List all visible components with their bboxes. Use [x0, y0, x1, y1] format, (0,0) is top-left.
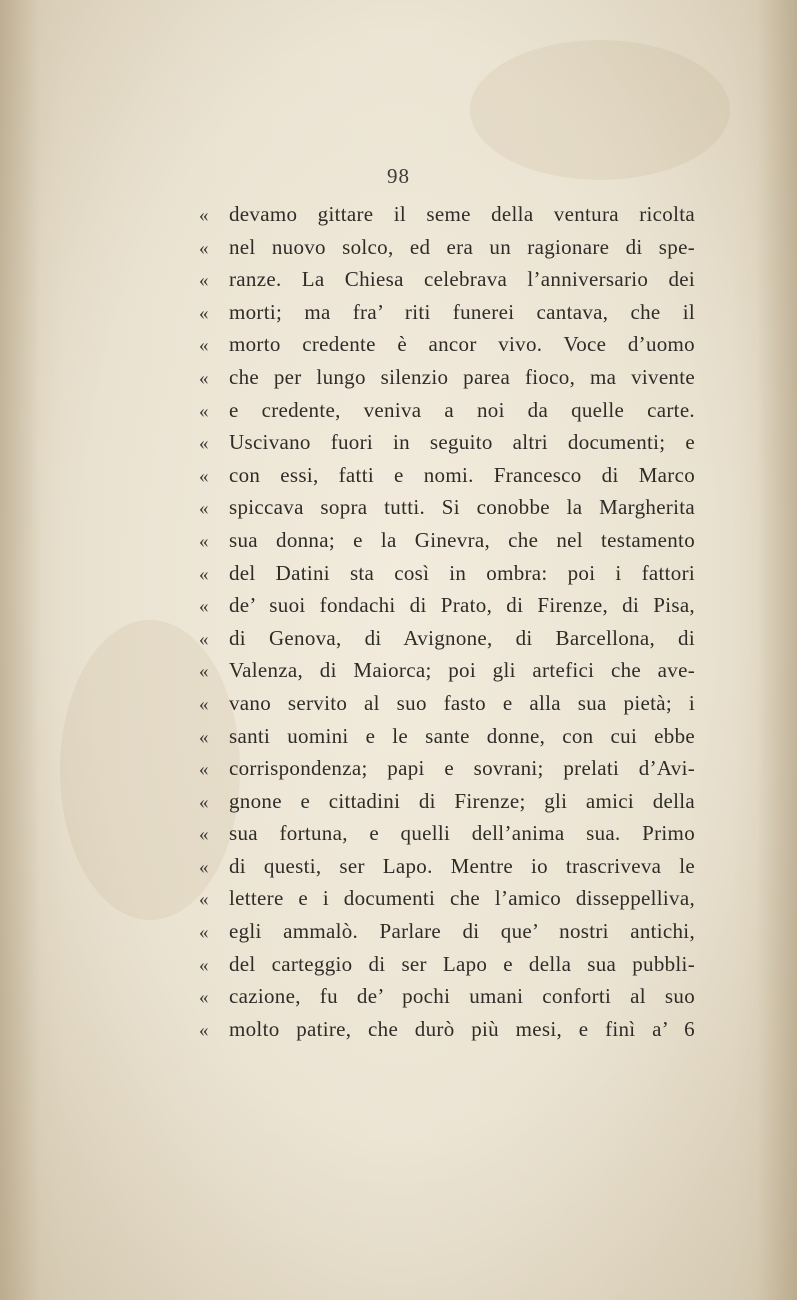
quote-mark: «: [199, 856, 209, 878]
text-line: [199, 557, 695, 590]
text-line: [199, 198, 695, 231]
text-line: [199, 980, 695, 1013]
text-line: [199, 785, 695, 818]
quote-mark: «: [199, 628, 209, 650]
line-text: di Genova, di Avignone, di Barcellona, di: [229, 625, 695, 650]
line-text: che per lungo silenzio parea fioco, ma vivente: [229, 364, 695, 389]
quote-mark: «: [199, 530, 209, 552]
line-text: gnone e cittadini di Firenze; gli amici della: [229, 788, 695, 813]
line-text: morti; ma fra’ riti funerei cantava, che il: [229, 299, 695, 324]
text-line: [199, 850, 695, 883]
text-line: [199, 296, 695, 329]
quote-mark: «: [199, 433, 209, 455]
line-text: santi uomini e le sante donne, con cui ebbe: [229, 723, 695, 748]
quote-mark: «: [199, 824, 209, 846]
quote-mark: «: [199, 889, 209, 911]
line-text: cazione, fu de’ pochi umani conforti al suo: [229, 984, 695, 1009]
quote-mark: «: [199, 987, 209, 1009]
quote-mark: «: [199, 596, 209, 618]
text-line: [199, 752, 695, 785]
text-line: [199, 589, 695, 622]
quote-mark: «: [199, 954, 209, 976]
line-text: Valenza, di Maiorca; poi gli artefici che ave-: [229, 658, 695, 683]
quote-mark: «: [199, 726, 209, 748]
quote-mark: «: [199, 1019, 209, 1041]
quote-mark: «: [199, 270, 209, 292]
line-text: vano servito al suo fasto e alla sua pietà; i: [229, 690, 695, 715]
text-line: [199, 882, 695, 915]
quote-mark: «: [199, 205, 209, 226]
quote-mark: «: [199, 498, 209, 520]
line-text: lettere e i documenti che l’amico disseppelliva,: [229, 886, 695, 911]
text-line: [199, 654, 695, 687]
text-line: [199, 328, 695, 361]
line-text: devamo gittare il seme della ventura ricolta: [229, 202, 695, 226]
line-text: morto credente è ancor vivo. Voce d’uomo: [229, 332, 695, 357]
line-text: di questi, ser Lapo. Mentre io trascriveva le: [229, 853, 695, 878]
quote-mark: «: [199, 661, 209, 683]
quote-mark: «: [199, 335, 209, 357]
text-line: [199, 426, 695, 459]
text-line: [199, 231, 695, 264]
text-line: [199, 394, 695, 427]
quote-mark: «: [199, 302, 209, 324]
quote-mark: «: [199, 693, 209, 715]
line-text: sua fortuna, e quelli dell’anima sua. Primo: [229, 821, 695, 846]
quote-mark: «: [199, 367, 209, 389]
paper-stain: [470, 40, 730, 180]
text-line: [199, 491, 695, 524]
text-line: [199, 524, 695, 557]
text-line: [199, 622, 695, 655]
line-text: de’ suoi fondachi di Prato, di Firenze, di Pisa,: [229, 593, 695, 618]
line-text: egli ammalò. Parlare di que’ nostri antichi,: [229, 919, 695, 944]
text-line: [199, 459, 695, 492]
quote-mark: «: [199, 465, 209, 487]
text-line: [199, 361, 695, 394]
quote-mark: «: [199, 791, 209, 813]
left-page-edge-shadow: [0, 0, 40, 1300]
line-text: molto patire, che durò più mesi, e finì a’ 6: [229, 1016, 695, 1041]
quote-mark: «: [199, 400, 209, 422]
line-text: del Datini sta così in ombra: poi i fattori: [229, 560, 695, 585]
line-text: spiccava sopra tutti. Si conobbe la Margherita: [229, 495, 695, 520]
line-text: nel nuovo solco, ed era un ragionare di spe-: [229, 234, 695, 259]
text-line: [199, 915, 695, 948]
line-text: sua donna; e la Ginevra, che nel testamento: [229, 527, 695, 552]
text-line: [199, 948, 695, 981]
page-number: 98: [387, 164, 410, 188]
right-page-edge-shadow: [757, 0, 797, 1300]
text-line: [199, 263, 695, 296]
quote-mark: «: [199, 922, 209, 944]
line-text: corrispondenza; papi e sovrani; prelati d’Avi-: [229, 756, 695, 781]
text-line: [199, 720, 695, 753]
text-line: [199, 817, 695, 850]
quote-mark: «: [199, 759, 209, 781]
quote-mark: «: [199, 237, 209, 259]
text-line: [199, 687, 695, 720]
body-text: [199, 198, 695, 1045]
quote-mark: «: [199, 563, 209, 585]
line-text: del carteggio di ser Lapo e della sua pubbli-: [229, 951, 695, 976]
line-text: con essi, fatti e nomi. Francesco di Marco: [229, 462, 695, 487]
text-line: [199, 1013, 695, 1046]
line-text: Uscivano fuori in seguito altri documenti; e: [229, 430, 695, 455]
line-text: e credente, veniva a noi da quelle carte.: [229, 397, 695, 422]
line-text: ranze. La Chiesa celebrava l’anniversario dei: [229, 267, 695, 292]
